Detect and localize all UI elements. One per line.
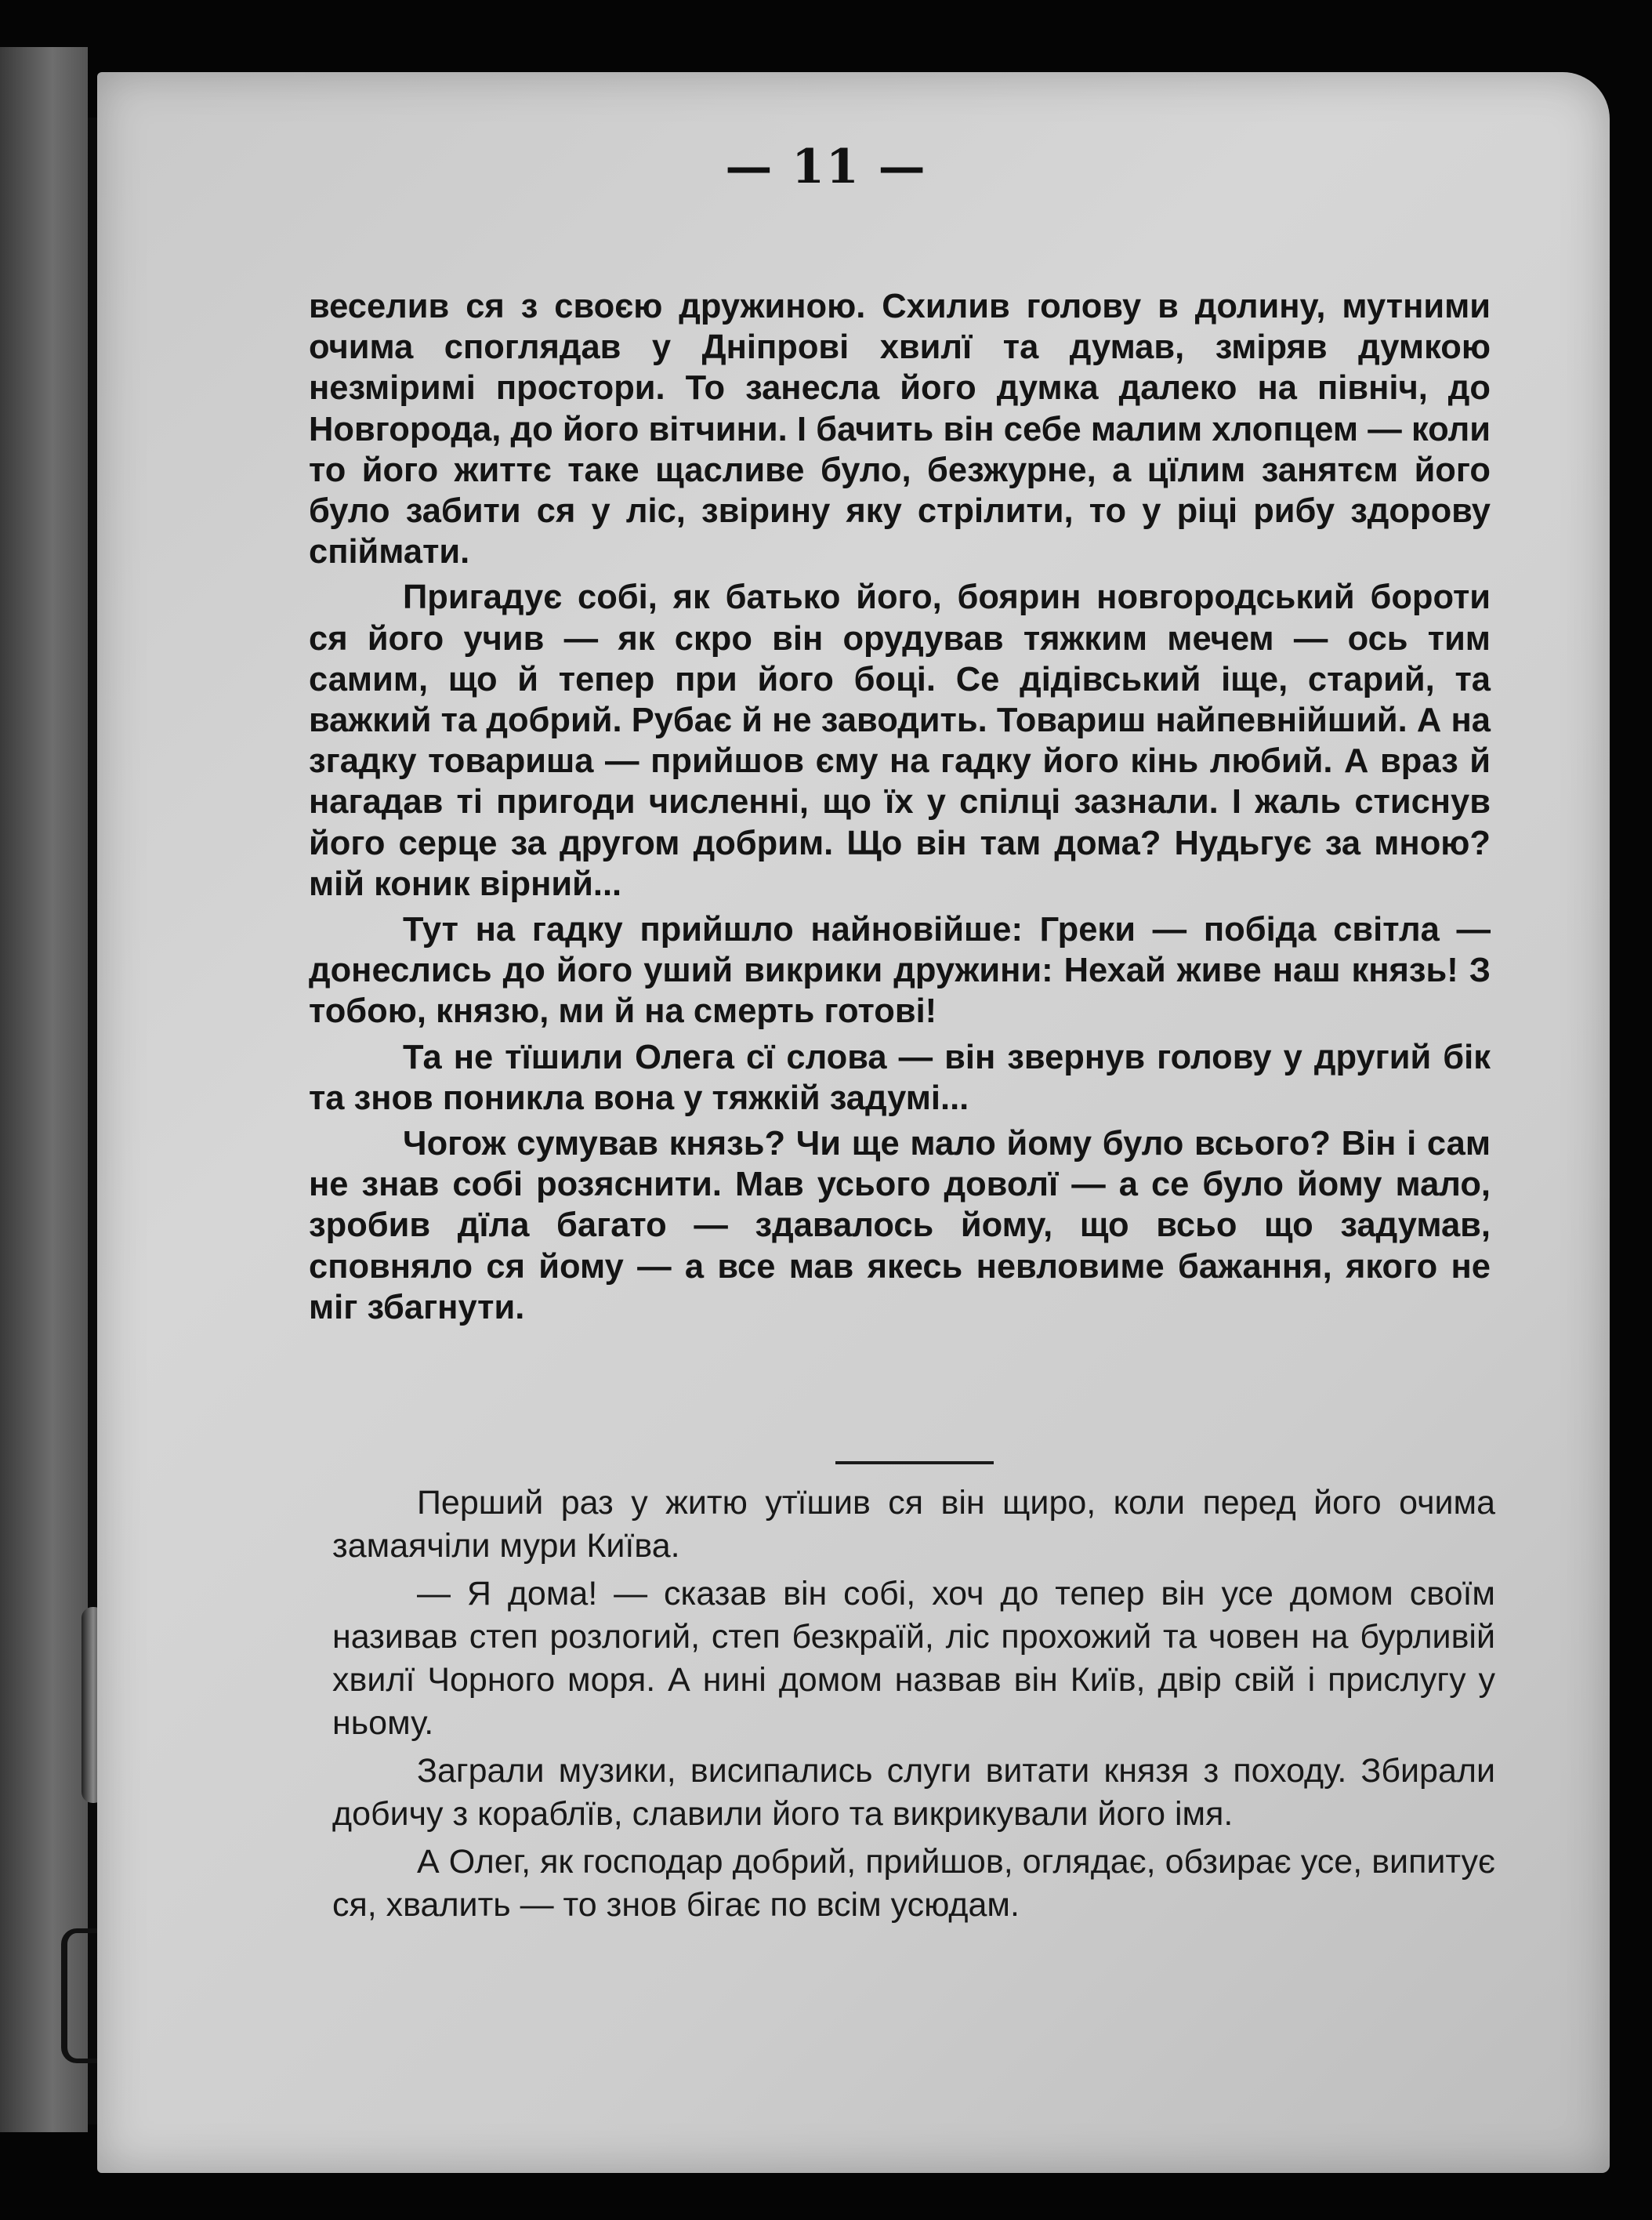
paragraph: Пригадує собі, як батько його, боярин новгородський бороти ся його учив — як скро він орудував тяжким мечем — ось тим самим, що й тепер при його боці. Се дідівський іще, старий, та важкий та добрий. Рубає й не заводить. Товариш найпевнійший. А на згадку товариша — прийшов єму на гадку його кінь любий. А враз й нагадав ті пригоди численні, що їх у спілці зазнали. І жаль стиснув його серце за другом добрим. Що він там дома? Нудьгує за мною? мій коник вірний... [309,579,1491,903]
paragraph: веселив ся з своєю дружиною. Схилив голову в долину, мутними очима споглядав у Дніпрові хвилї та думав, зміряв думкою незміримі простори. То занесла його думка далеко на північ, до Новгорода, до його вітчини. І бачить він себе малим хлопцем — коли то його життє таке щасливе було, безжурне, а цїлим занятєм його було забити ся у ліс, звірину яку стрілити, то у ріці рибу здорову спіймати. [309,288,1491,571]
book-spine [88,118,97,2124]
paragraph: — Я дома! — сказав він собі, хоч до тепер він усе домом своїм називав степ розлогий, степ безкраїй, ліс прохожий та човен на бурливій хвилї Чорного моря. А нині домом назвав він Київ, двір свій і прислугу у ньому. [332,1575,1495,1742]
binding-bracket [61,1928,97,2063]
paragraph: Перший раз у житю утїшив ся він щиро, коли перед його очима замаячіли мури Київа. [332,1484,1495,1565]
paragraph: Та не тїшили Олега сї слова — він звернув голову у другий бік та знов поникла вона у тяжкій задумі... [309,1038,1491,1117]
text-section-1 [309,286,1491,1333]
text-section-2 [332,1482,1495,1932]
previous-page-edge [0,47,88,2132]
section-divider [835,1461,994,1464]
paragraph: А Олег, як господар добрий, прийшов, оглядає, обзирає усе, випитує ся, хвалить — то знов бігає по всім усюдам. [332,1843,1495,1924]
paragraph: Тут на гадку прийшло найновійше: Греки — побіда світла — донеслись до його уший викрики дружини: Нехай живе наш князь! З тобою, князю, ми й на смерть готові! [309,911,1491,1031]
paragraph: Чогож сумував князь? Чи ще мало йому було всього? Він і сам не знав собі розяснити. Мав усього доволї — а се було йому мало, зробив дїла багато — здавалось йому, що всьо що задумав, сповняло ся йому — а все мав якесь невловиме бажання, якого не міг збагнути. [309,1125,1491,1326]
page-number: — 11 — [725,140,927,194]
paragraph: Заграли музики, висипались слуги витати князя з походу. Збирали добичу з кораблїв, славили його та викрикували його імя. [332,1752,1495,1833]
